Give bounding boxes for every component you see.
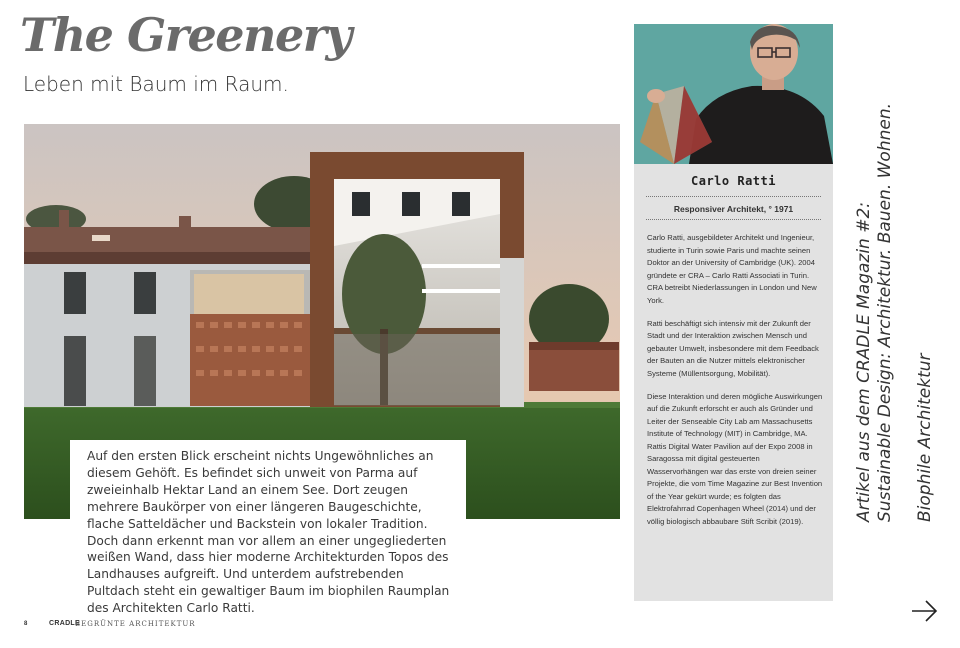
page-subtitle: Leben mit Baum im Raum. bbox=[23, 72, 289, 96]
bio-body bbox=[647, 232, 823, 539]
arrow-right-icon[interactable] bbox=[910, 599, 940, 623]
bio-name: Carlo Ratti bbox=[691, 174, 776, 188]
article-source-line: Artikel aus dem CRADLE Magazin #2: bbox=[854, 201, 874, 522]
article-source-note bbox=[854, 103, 896, 522]
bio-role: Responsiver Architekt, ° 1971 bbox=[673, 204, 794, 214]
divider bbox=[646, 196, 821, 197]
bio-paragraph: Ratti beschäftigt sich intensiv mit der Zukunft der Stadt und der Interaktion zwischen Mensch und gebauter Umwelt, insbesondere mit dem Feedback der Bauten an die Nutzer mittels elektronischer Systeme (Müllentsorgung, Mobilität). bbox=[647, 318, 819, 378]
divider bbox=[646, 219, 821, 220]
page-number: 8 bbox=[24, 621, 28, 627]
footer-section: BEGRÜNTE ARCHITEKTUR bbox=[75, 620, 196, 628]
bio-paragraph: Diese Interaktion und deren mögliche Auswirkungen auf die Zukunft erforscht er auch als Gründer und Leiter der Senseable City Lab am Massachusetts Institute of Technology (MIT) in Cambridge, MA. Rattis Digital Water Pavilion auf der Expo 2008 in Saragossa mit digital gesteuerten Wasservorhängen war das erste von dreien seiner Projekte, die vom Time Magazine zur Best Invention of the Year gekürt wurde; es folgten das Elektrofahrrad Copenhagen Wheel (2014) und der völlig biologisch abbaubare Stift Scribit (2019). bbox=[647, 391, 823, 526]
footer-brand: CRADLE bbox=[49, 620, 80, 627]
topic-label: Biophile Architektur bbox=[915, 353, 935, 522]
article-source-line: Sustainable Design: Architektur. Bauen. Wohnen. bbox=[875, 102, 895, 522]
page-title: The Greenery bbox=[20, 8, 351, 62]
bio-paragraph: Carlo Ratti, ausgebildeter Architekt und Ingenieur, studierte in Turin sowie Paris und machte seinen Doktor an der University of Cambridge (UK). 2004 gründete er CRA – Carlo Ratti Associati in Turin. CRA betreibt Niederlassungen in London und New York. bbox=[647, 233, 817, 305]
bio-sidebar bbox=[634, 24, 833, 601]
intro-text: Auf den ersten Blick erscheint nichts Ungewöhnliches an diesem Gehöft. Es befindet sich unweit von Parma auf zweieinhalb Hektar Land an einem See. Dort zeugen mehrere Baukörper von einer längeren Baugeschichte, flache Satteldächer und Backstein von lokaler Tradition. Doch dann erkennt man vor allem an einer ungegliederten weißen Wand, dass hier moderne Architekturden Topos des Landhauses aufgreift. Und unterdem aufstrebenden Pultdach steht ein gewaltiger Baum im biophilen Raumplan des Architekten Carlo Ratti. bbox=[70, 440, 466, 608]
portrait-photo bbox=[634, 24, 833, 164]
